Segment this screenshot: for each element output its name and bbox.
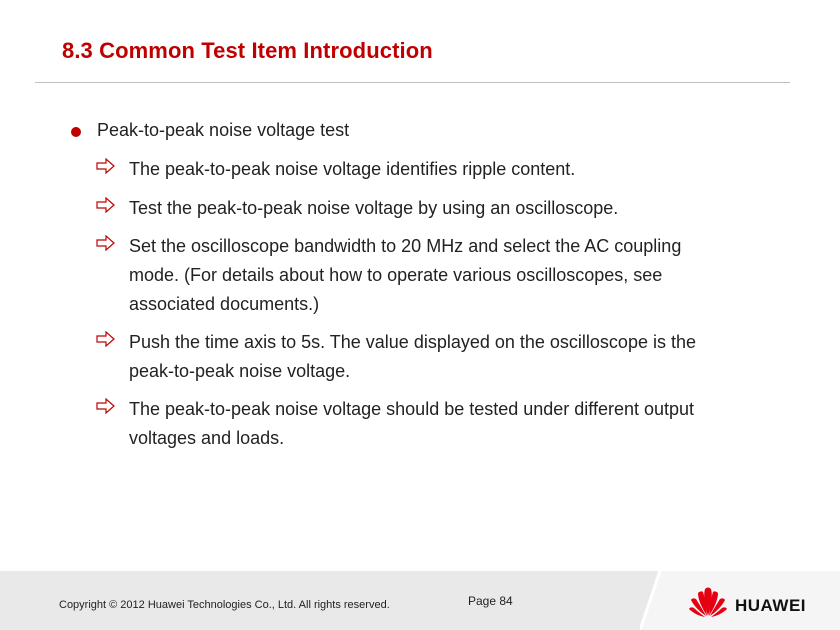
text-line: peak-to-peak noise voltage.	[129, 361, 351, 381]
sub-bullet-text	[129, 232, 776, 319]
text-line: associated documents.)	[129, 294, 320, 314]
text-line: The peak-to-peak noise voltage should be tested under different output	[129, 399, 695, 419]
sub-bullet-text	[129, 328, 776, 386]
sub-bullet-text	[129, 194, 776, 223]
text-line: voltages and loads.	[129, 428, 285, 448]
copyright-text: Copyright © 2012 Huawei Technologies Co., Ltd. All rights reserved.	[59, 599, 390, 611]
main-bullet-text: Peak-to-peak noise voltage test	[97, 120, 350, 140]
text-line: Test the peak-to-peak noise voltage by using an oscilloscope.	[129, 198, 619, 218]
sub-bullet-item	[96, 395, 776, 453]
arrow-right-icon	[96, 197, 118, 213]
arrow-right-icon	[96, 398, 118, 414]
arrow-right-icon	[96, 235, 118, 251]
text-line: Push the time axis to 5s. The value displayed on the oscilloscope is the	[129, 332, 696, 352]
sub-bullet-text	[129, 395, 776, 453]
arrow-right-icon	[96, 331, 118, 347]
text-line: Set the oscilloscope bandwidth to 20 MHz and select the AC coupling	[129, 236, 682, 256]
text-line: mode. (For details about how to operate various oscilloscopes, see	[129, 265, 663, 285]
page-number: Page 84	[468, 594, 513, 608]
bullet-dot-icon	[71, 127, 81, 137]
sub-bullet-item	[96, 155, 776, 184]
arrow-right-icon	[96, 158, 118, 174]
sub-bullet-item	[96, 328, 776, 386]
slide-title: 8.3 Common Test Item Introduction	[62, 38, 433, 63]
sub-bullet-text	[129, 155, 776, 184]
huawei-logo-text: HUAWEI	[735, 596, 806, 615]
title-divider	[35, 82, 790, 83]
footer-divider-slash	[640, 571, 680, 630]
sub-bullet-item	[96, 232, 776, 319]
sub-bullet-item	[96, 194, 776, 223]
text-line: The peak-to-peak noise voltage identifies ripple content.	[129, 159, 576, 179]
huawei-logo-icon	[688, 586, 728, 618]
